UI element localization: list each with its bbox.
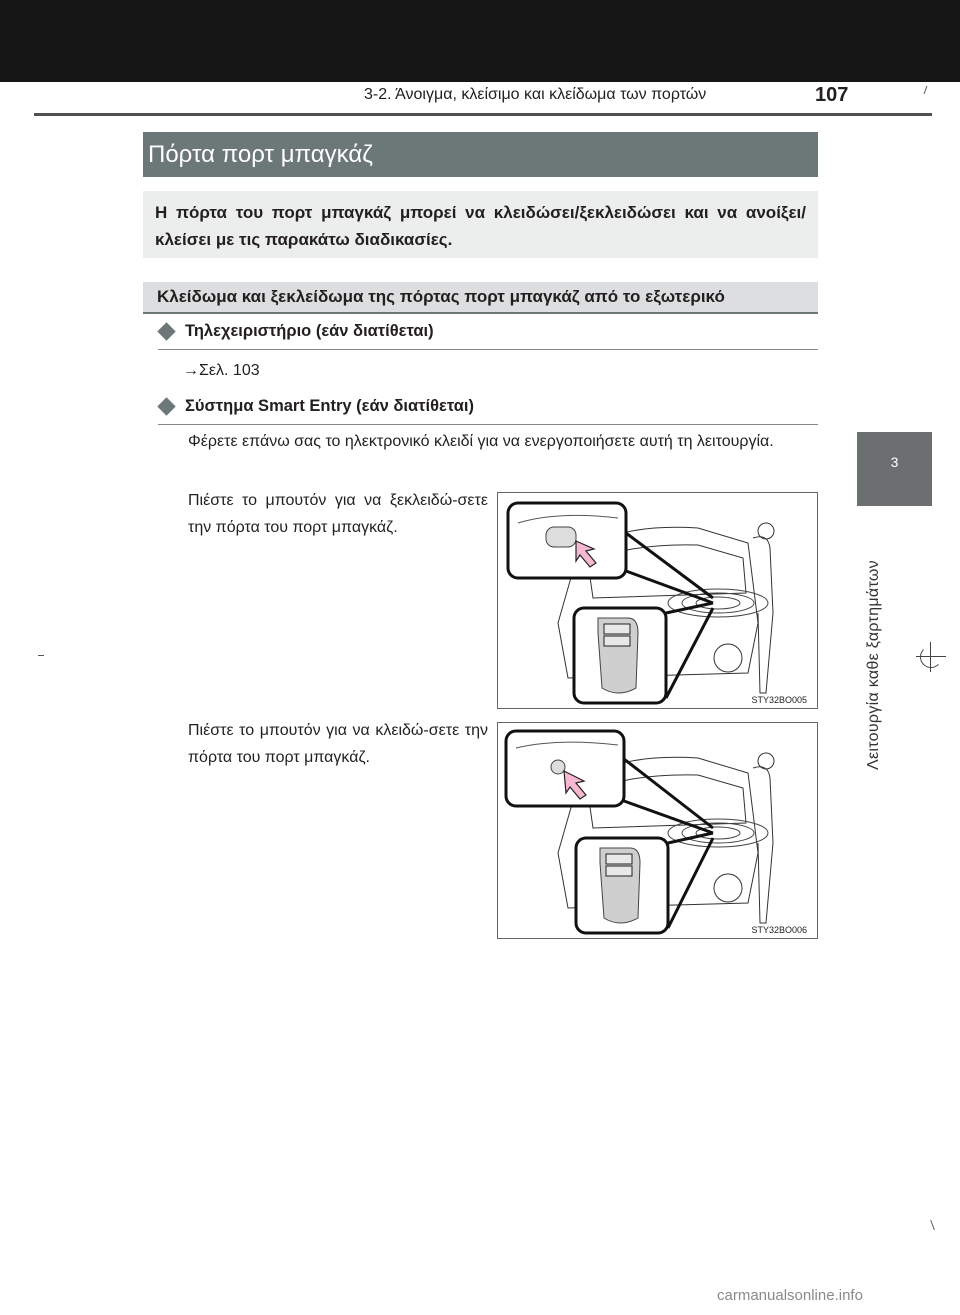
figure-unlock bbox=[497, 492, 818, 709]
section-title bbox=[143, 132, 818, 177]
chapter-tab bbox=[857, 432, 932, 506]
intro-box bbox=[143, 191, 818, 258]
item-heading-text: Τηλεχειριστήριο (εάν διατίθεται) bbox=[185, 322, 434, 340]
page-number: 107 bbox=[815, 84, 849, 106]
item-divider bbox=[158, 349, 818, 350]
chapter-side-title: Λειτουργία καθε ξαρτημάτων bbox=[865, 560, 882, 770]
diamond-bullet-icon bbox=[157, 397, 175, 415]
section-title-text: Πόρτα πορτ μπαγκάζ bbox=[148, 140, 373, 168]
crop-mark-top-right bbox=[924, 86, 942, 94]
subsection-title bbox=[143, 282, 818, 312]
unlock-instruction: Πιέστε το μπουτόν για να ξεκλειδώ-σετε την πόρτα του πορτ μπαγκάζ. bbox=[188, 492, 488, 536]
item-heading-remote bbox=[158, 322, 434, 341]
chapter-tab-number: 3 bbox=[890, 454, 899, 470]
watermark-text: carmanualsonline.info bbox=[717, 1287, 863, 1304]
page-reference-link[interactable]: →Σελ. 103 bbox=[183, 362, 260, 379]
item-heading-text: Σύστημα Smart Entry (εάν διατίθεται) bbox=[185, 397, 474, 415]
item-divider bbox=[158, 424, 818, 425]
top-band bbox=[0, 0, 960, 82]
header-divider bbox=[34, 113, 932, 116]
smart-entry-description: Φέρετε επάνω σας το ηλεκτρονικό κλειδί για να ενεργοποιήσετε αυτή τη λειτουργία. bbox=[188, 433, 774, 450]
subsection-title-text: Κλείδωμα και ξεκλείδωμα της πόρτας πορτ μπαγκάζ από το εξωτερικό bbox=[157, 287, 725, 306]
intro-text: Η πόρτα του πορτ μπαγκάζ μπορεί να κλειδώσει/ξεκλειδώσει και να ανοίξει/κλείσει με τις παρακάτω διαδικασίες. bbox=[155, 203, 806, 249]
unlock-illustration bbox=[498, 493, 818, 709]
registration-tick-left bbox=[38, 655, 44, 656]
figure-code: STY32BO005 bbox=[751, 695, 807, 705]
figure-code: STY32BO006 bbox=[751, 925, 807, 935]
chapter-header-title: 3-2. Άνοιγμα, κλείσιμο και κλείδωμα των πορτών bbox=[364, 86, 707, 103]
figure-lock bbox=[497, 722, 818, 939]
registration-mark-circle bbox=[920, 646, 942, 668]
crop-mark-bottom-right bbox=[930, 1220, 949, 1230]
lock-instruction: Πιέστε το μπουτόν για να κλειδώ-σετε την πόρτα του πορτ μπαγκάζ. bbox=[188, 722, 488, 766]
subsection-divider bbox=[143, 312, 818, 314]
diamond-bullet-icon bbox=[157, 322, 175, 340]
lock-illustration bbox=[498, 723, 818, 939]
item-heading-smart-entry bbox=[158, 397, 474, 416]
